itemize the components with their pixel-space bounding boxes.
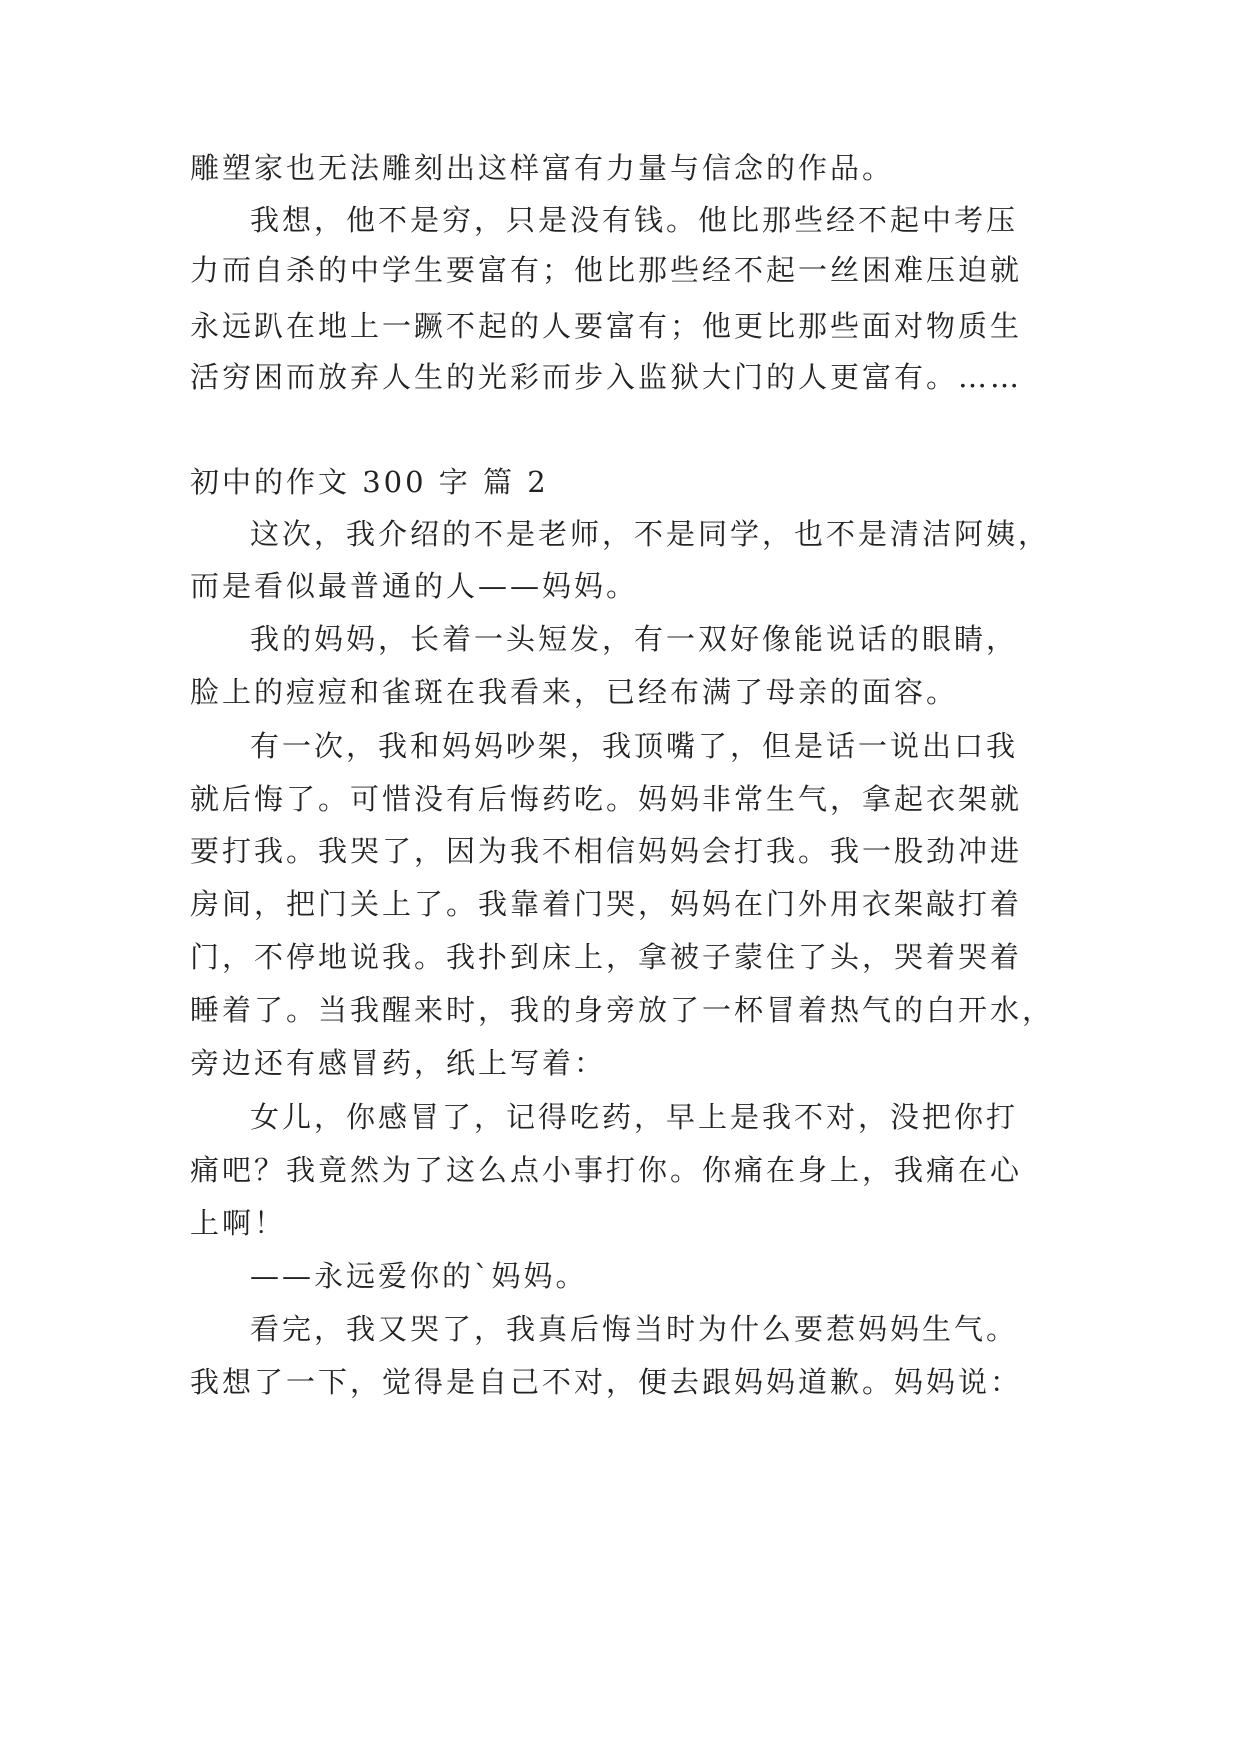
- text-line: 房间，把门关上了。我靠着门哭，妈妈在门外用衣架敲打着: [190, 887, 1023, 921]
- text-line: 我想了一下，觉得是自己不对，便去跟妈妈道歉。妈妈说：: [190, 1365, 1023, 1399]
- text-line: 有一次，我和妈妈吵架，我顶嘴了，但是话一说出口我: [250, 729, 1019, 763]
- text-line: 要打我。我哭了，因为我不相信妈妈会打我。我一股劲冲进: [190, 834, 1023, 868]
- text-line: 脸上的痘痘和雀斑在我看来，已经布满了母亲的面容。: [190, 675, 959, 709]
- signature-line: ——永远爱你的`妈妈。: [250, 1259, 588, 1293]
- text-line: 旁边还有感冒药，纸上写着：: [190, 1046, 607, 1080]
- text-line: 活穷困而放弃人生的光彩而步入监狱大门的人更富有。……: [190, 360, 1023, 394]
- text-line: 睡着了。当我醒来时，我的身旁放了一杯冒着热气的白开水，: [190, 993, 1055, 1027]
- text-line: 上啊！: [190, 1206, 287, 1240]
- text-line: 就后悔了。可惜没有后悔药吃。妈妈非常生气，拿起衣架就: [190, 782, 1023, 816]
- text-line: 看完，我又哭了，我真后悔当时为什么要惹妈妈生气。: [250, 1312, 1019, 1346]
- text-line: 永远趴在地上一蹶不起的人要富有；他更比那些面对物质生: [190, 309, 1023, 343]
- text-line: 力而自杀的中学生要富有；他比那些经不起一丝困难压迫就: [190, 253, 1023, 287]
- text-line: 女儿，你感冒了，记得吃药，早上是我不对，没把你打: [250, 1100, 1019, 1134]
- text-line: 这次，我介绍的不是老师，不是同学，也不是清洁阿姨，: [250, 517, 1051, 551]
- text-line: 雕塑家也无法雕刻出这样富有力量与信念的作品。: [190, 151, 895, 185]
- text-line: 门，不停地说我。我扑到床上，拿被子蒙住了头，哭着哭着: [190, 940, 1023, 974]
- text-line: 而是看似最普通的人——妈妈。: [190, 569, 639, 603]
- section-title: 初中的作文 300 字 篇 2: [190, 465, 549, 499]
- text-line: 痛吧？我竟然为了这么点小事打你。你痛在身上，我痛在心: [190, 1153, 1023, 1187]
- text-line: 我的妈妈，长着一头短发，有一双好像能说话的眼睛，: [250, 622, 1019, 656]
- text-line: 我想，他不是穷，只是没有钱。他比那些经不起中考压: [250, 203, 1019, 237]
